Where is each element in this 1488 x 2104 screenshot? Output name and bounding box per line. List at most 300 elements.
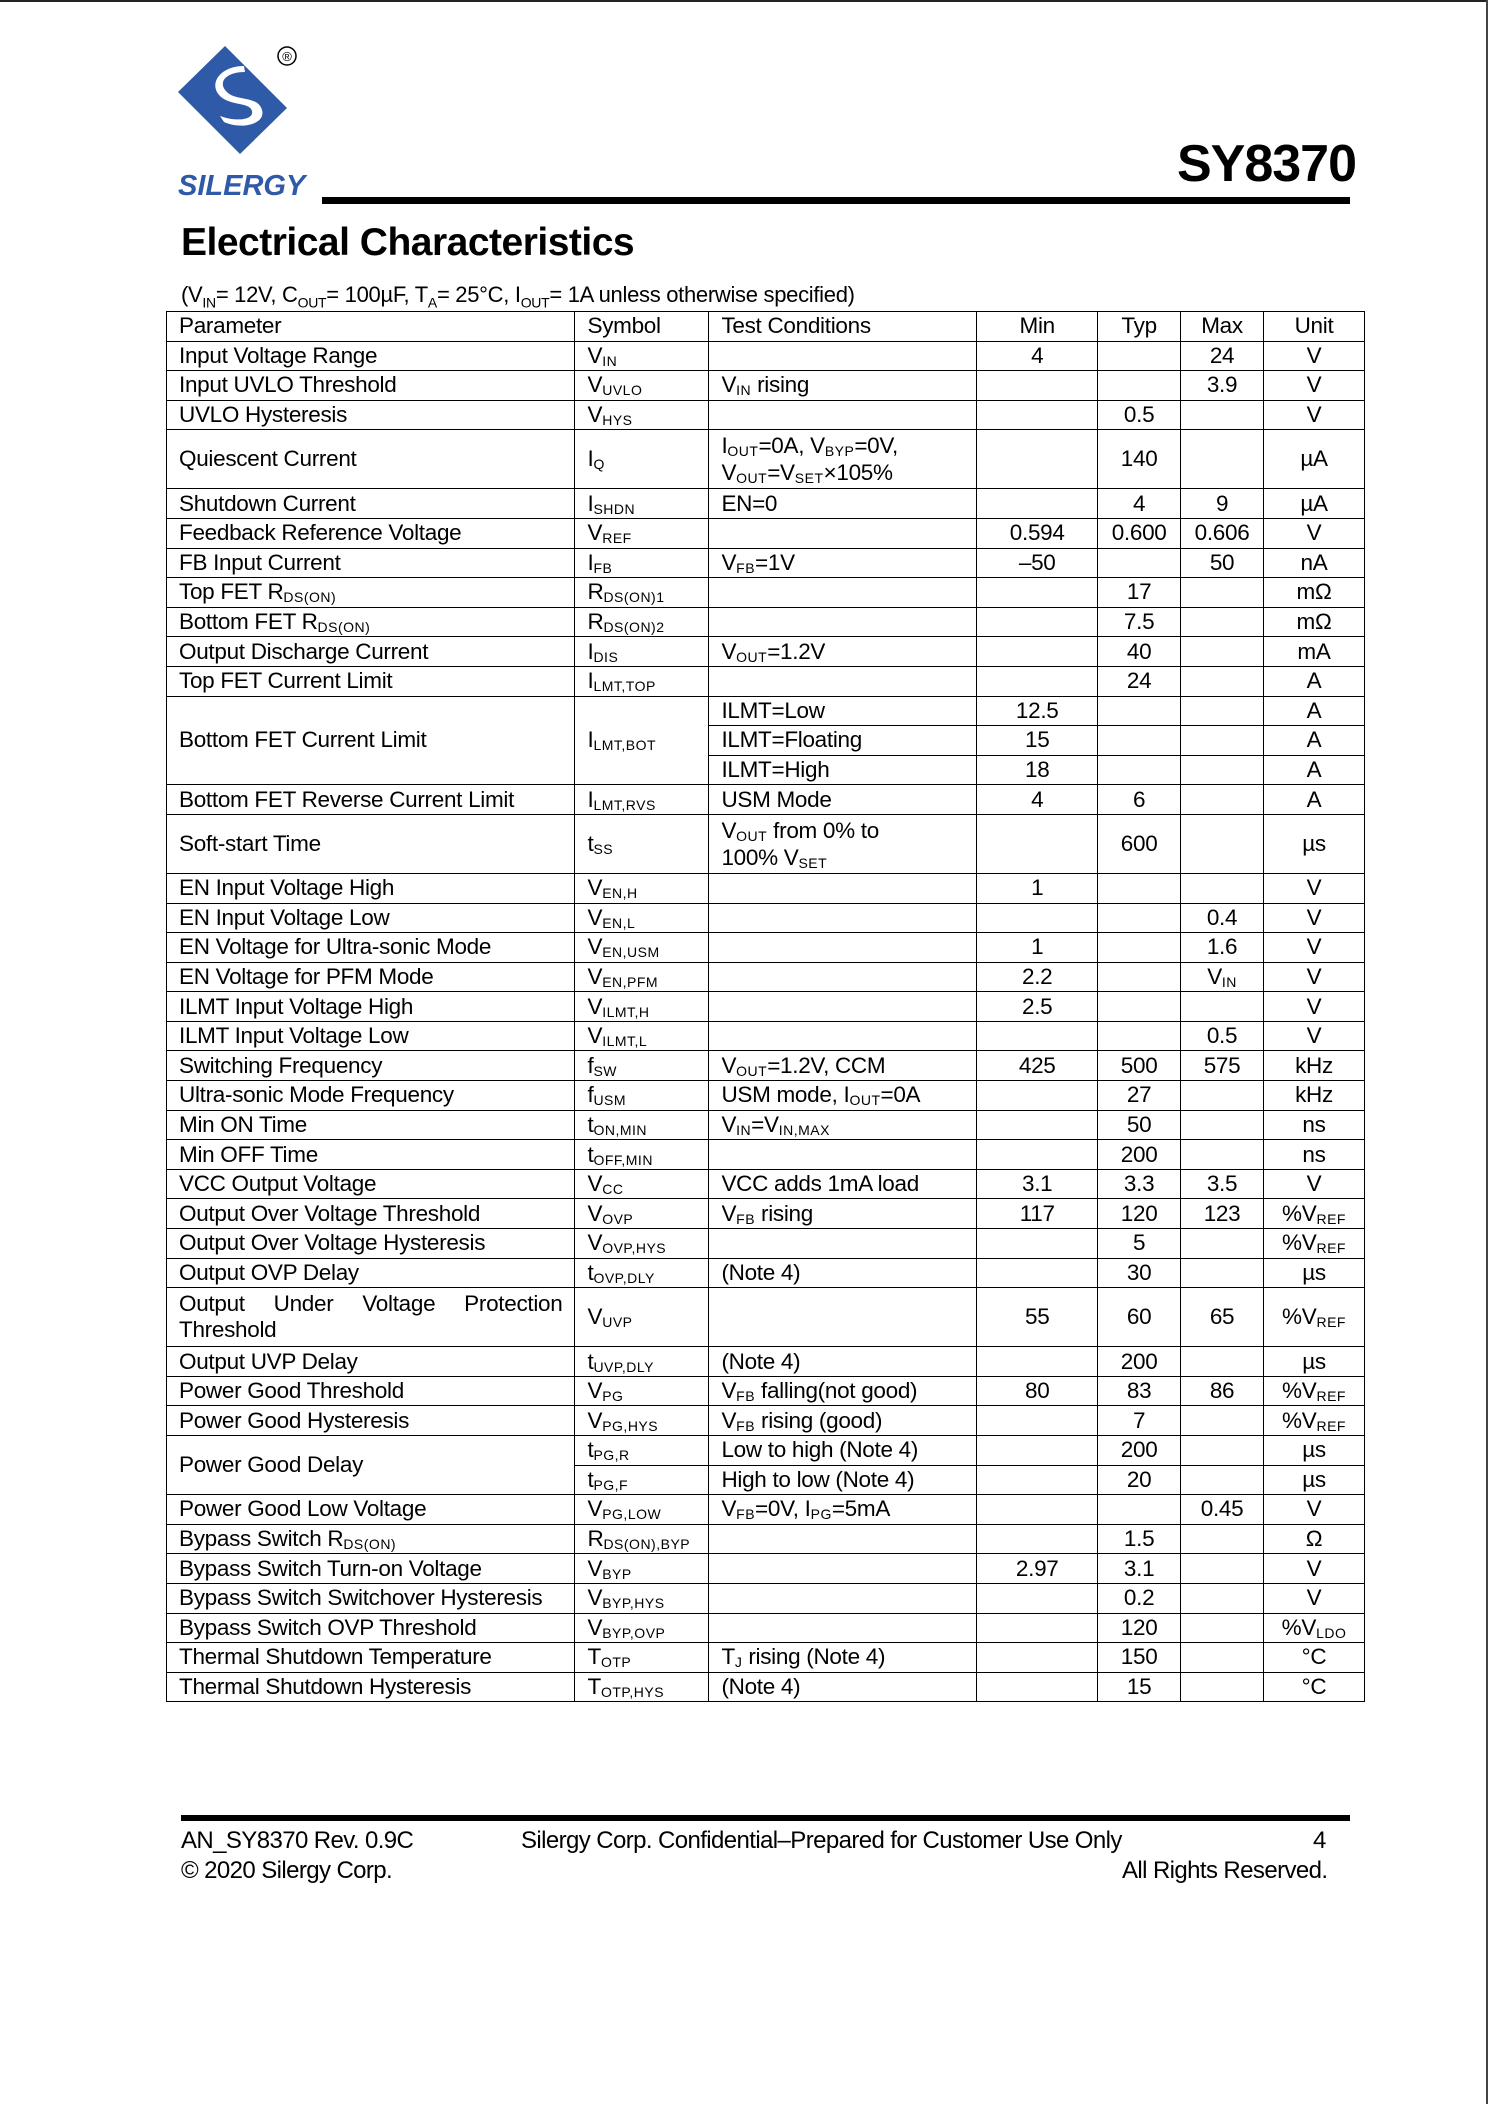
min-cell (977, 1465, 1098, 1495)
min-cell: 80 (977, 1376, 1098, 1406)
parameter-cell: Output UVP Delay (167, 1347, 575, 1377)
unit-cell: °C (1264, 1672, 1365, 1702)
part-number: SY8370 (1176, 135, 1356, 193)
symbol-cell: $t_{OFF,MIN}$ (575, 1140, 709, 1170)
max-cell: 9 (1181, 489, 1264, 519)
min-cell (977, 400, 1098, 430)
table-row (167, 933, 1365, 963)
table-row (167, 1406, 1365, 1436)
typ-cell: 40 (1098, 637, 1181, 667)
typ-cell: 15 (1098, 1672, 1181, 1702)
unit-cell: V (1264, 1169, 1365, 1199)
min-cell (977, 1406, 1098, 1436)
unit-cell: µs (1264, 814, 1365, 873)
unit-cell: mA (1264, 637, 1365, 667)
symbol-cell: $f_{SW}$ (575, 1051, 709, 1081)
max-cell (1181, 1258, 1264, 1288)
table-row (167, 1021, 1365, 1051)
min-cell (977, 1021, 1098, 1051)
max-cell: 24 (1181, 341, 1264, 371)
unit-cell: V (1264, 371, 1365, 401)
max-cell (1181, 992, 1264, 1022)
electrical-characteristics-table (166, 311, 1365, 1702)
symbol-cell: $V_{BYP,HYS}$ (575, 1583, 709, 1613)
symbol-cell: $R_{DS(ON)2}$ (575, 607, 709, 637)
parameter-cell: Output Over Voltage Threshold (167, 1199, 575, 1229)
symbol-cell: $I_{LMT,BOT}$ (575, 696, 709, 785)
max-cell (1181, 1110, 1264, 1140)
condition-cell (709, 518, 977, 548)
parameter-cell: Output Discharge Current (167, 637, 575, 667)
table-row (167, 1376, 1365, 1406)
max-cell: 123 (1181, 1199, 1264, 1229)
parameter-cell: Shutdown Current (167, 489, 575, 519)
symbol-cell: $V_{EN,H}$ (575, 873, 709, 903)
condition-cell: $V_{FB}$ falling(not good) (709, 1376, 977, 1406)
table-row (167, 962, 1365, 992)
table-row (167, 578, 1365, 608)
table-row (167, 1436, 1365, 1466)
max-cell (1181, 607, 1264, 637)
symbol-cell: $I_Q$ (575, 430, 709, 489)
typ-cell: 150 (1098, 1643, 1181, 1673)
typ-cell: 0.2 (1098, 1583, 1181, 1613)
max-cell (1181, 1436, 1264, 1466)
confidential-notice: Silergy Corp. Confidential–Prepared for Customer Use Only (521, 1827, 1122, 1854)
max-cell: 50 (1181, 548, 1264, 578)
table-row (167, 873, 1365, 903)
max-cell (1181, 1643, 1264, 1673)
typ-cell (1098, 903, 1181, 933)
condition-cell: EN=0 (709, 489, 977, 519)
condition-cell: (Note 4) (709, 1347, 977, 1377)
table-row (167, 1081, 1365, 1111)
min-cell: –50 (977, 548, 1098, 578)
condition-cell: $I_{OUT}=0A$, $V_{BYP}=0V$, $V_{OUT}=V_{SET}\times 105\%$ (709, 430, 977, 489)
symbol-cell: $I_{LMT,RVS}$ (575, 785, 709, 815)
test-conditions-note: ($V_{IN}= 12V$, $C_{OUT}= 100\mu F$, $T_A= 25^\circ C$, $I_{OUT}= 1A$ unless otherwise specified) (181, 282, 855, 311)
table-row (167, 1229, 1365, 1259)
symbol-cell: $t_{SS}$ (575, 814, 709, 873)
max-cell: 0.5 (1181, 1021, 1264, 1051)
unit-cell: V (1264, 933, 1365, 963)
max-cell (1181, 1229, 1264, 1259)
column-header: Typ (1098, 312, 1181, 342)
typ-cell: 0.5 (1098, 400, 1181, 430)
condition-cell (709, 1554, 977, 1584)
parameter-cell: Input UVLO Threshold (167, 371, 575, 401)
unit-cell: A (1264, 755, 1365, 785)
typ-cell: 17 (1098, 578, 1181, 608)
min-cell (977, 637, 1098, 667)
condition-cell: ILMT=Floating (709, 726, 977, 756)
min-cell (977, 1672, 1098, 1702)
parameter-cell: ILMT Input Voltage High (167, 992, 575, 1022)
symbol-cell: $V_{PG}$ (575, 1376, 709, 1406)
unit-cell: V (1264, 962, 1365, 992)
max-cell (1181, 578, 1264, 608)
parameter-cell: Input Voltage Range (167, 341, 575, 371)
typ-cell: 4 (1098, 489, 1181, 519)
condition-cell: $V_{FB}$ rising (good) (709, 1406, 977, 1436)
min-cell: 55 (977, 1288, 1098, 1347)
min-cell (977, 489, 1098, 519)
symbol-cell: $V_{PG,LOW}$ (575, 1495, 709, 1525)
condition-cell: ILMT=Low (709, 696, 977, 726)
typ-cell (1098, 696, 1181, 726)
min-cell: 2.5 (977, 992, 1098, 1022)
min-cell (977, 1643, 1098, 1673)
unit-cell: V (1264, 992, 1365, 1022)
parameter-cell: FB Input Current (167, 548, 575, 578)
table-row (167, 666, 1365, 696)
unit-cell: kHz (1264, 1051, 1365, 1081)
parameter-cell: Feedback Reference Voltage (167, 518, 575, 548)
symbol-cell: $V_{ILMT,H}$ (575, 992, 709, 1022)
table-row (167, 1554, 1365, 1584)
table-header-row (167, 312, 1365, 342)
typ-cell: 30 (1098, 1258, 1181, 1288)
parameter-cell: Power Good Delay (167, 1436, 575, 1495)
table-row (167, 1347, 1365, 1377)
doc-id: AN_SY8370 Rev. 0.9C (181, 1827, 414, 1854)
parameter-cell: Output Over Voltage Hysteresis (167, 1229, 575, 1259)
unit-cell: kHz (1264, 1081, 1365, 1111)
min-cell (977, 1524, 1098, 1554)
typ-cell: 50 (1098, 1110, 1181, 1140)
typ-cell: 3.3 (1098, 1169, 1181, 1199)
typ-cell: 200 (1098, 1140, 1181, 1170)
symbol-cell: $V_{EN,USM}$ (575, 933, 709, 963)
typ-cell: 27 (1098, 1081, 1181, 1111)
min-cell: 117 (977, 1199, 1098, 1229)
table-row (167, 1495, 1365, 1525)
symbol-cell: $V_{EN,PFM}$ (575, 962, 709, 992)
typ-cell: 20 (1098, 1465, 1181, 1495)
unit-cell: A (1264, 785, 1365, 815)
condition-cell (709, 1021, 977, 1051)
typ-cell: 83 (1098, 1376, 1181, 1406)
unit-cell: Ω (1264, 1524, 1365, 1554)
table-row (167, 1169, 1365, 1199)
max-cell (1181, 785, 1264, 815)
typ-cell: 0.600 (1098, 518, 1181, 548)
typ-cell: 7 (1098, 1406, 1181, 1436)
condition-cell (709, 578, 977, 608)
min-cell: 2.2 (977, 962, 1098, 992)
unit-cell: µs (1264, 1465, 1365, 1495)
condition-cell (709, 1288, 977, 1347)
typ-cell (1098, 371, 1181, 401)
parameter-cell: Bottom FET $R_{DS(ON)}$ (167, 607, 575, 637)
max-cell (1181, 1672, 1264, 1702)
typ-cell (1098, 873, 1181, 903)
typ-cell (1098, 962, 1181, 992)
typ-cell: 600 (1098, 814, 1181, 873)
unit-cell: $\%V_{REF}$ (1264, 1199, 1365, 1229)
typ-cell: 5 (1098, 1229, 1181, 1259)
typ-cell: 200 (1098, 1347, 1181, 1377)
condition-cell (709, 1229, 977, 1259)
symbol-cell: $V_{REF}$ (575, 518, 709, 548)
typ-cell (1098, 933, 1181, 963)
condition-cell: $V_{FB}$ rising (709, 1199, 977, 1229)
symbol-cell: $V_{ILMT,L}$ (575, 1021, 709, 1051)
unit-cell: µA (1264, 489, 1365, 519)
parameter-cell: Output Under Voltage Protection Threshold (167, 1288, 575, 1347)
max-cell: 0.606 (1181, 518, 1264, 548)
unit-cell: µs (1264, 1258, 1365, 1288)
parameter-cell: Power Good Threshold (167, 1376, 575, 1406)
table-row (167, 1051, 1365, 1081)
table-row (167, 430, 1365, 489)
condition-cell (709, 933, 977, 963)
condition-cell (709, 400, 977, 430)
condition-cell: VCC adds 1mA load (709, 1169, 977, 1199)
condition-cell (709, 666, 977, 696)
table-row (167, 637, 1365, 667)
parameter-cell: Bypass Switch Switchover Hysteresis (167, 1583, 575, 1613)
max-cell: $V_{IN}$ (1181, 962, 1264, 992)
symbol-cell: $t_{ON,MIN}$ (575, 1110, 709, 1140)
symbol-cell: $t_{PG,F}$ (575, 1465, 709, 1495)
max-cell (1181, 430, 1264, 489)
max-cell (1181, 1406, 1264, 1436)
typ-cell (1098, 548, 1181, 578)
parameter-cell: Bypass Switch Turn-on Voltage (167, 1554, 575, 1584)
min-cell (977, 1347, 1098, 1377)
unit-cell: V (1264, 341, 1365, 371)
table-row (167, 1583, 1365, 1613)
max-cell (1181, 696, 1264, 726)
parameter-cell: Thermal Shutdown Hysteresis (167, 1672, 575, 1702)
symbol-cell: $V_{BYP,OVP}$ (575, 1613, 709, 1643)
symbol-cell: $R_{DS(ON)1}$ (575, 578, 709, 608)
condition-cell: $V_{IN}$ rising (709, 371, 977, 401)
typ-cell: 24 (1098, 666, 1181, 696)
condition-cell: $V_{OUT}$ from 0% to 100% $V_{SET}$ (709, 814, 977, 873)
min-cell (977, 1140, 1098, 1170)
min-cell (977, 1229, 1098, 1259)
min-cell (977, 578, 1098, 608)
condition-cell: (Note 4) (709, 1672, 977, 1702)
unit-cell: V (1264, 518, 1365, 548)
parameter-cell: Power Good Hysteresis (167, 1406, 575, 1436)
table-row (167, 1613, 1365, 1643)
max-cell (1181, 637, 1264, 667)
typ-cell: 500 (1098, 1051, 1181, 1081)
typ-cell: 140 (1098, 430, 1181, 489)
table-row (167, 903, 1365, 933)
max-cell (1181, 814, 1264, 873)
unit-cell: $\%V_{REF}$ (1264, 1288, 1365, 1347)
max-cell (1181, 873, 1264, 903)
max-cell (1181, 1465, 1264, 1495)
typ-cell: 6 (1098, 785, 1181, 815)
parameter-cell: Soft-start Time (167, 814, 575, 873)
symbol-cell: $I_{FB}$ (575, 548, 709, 578)
typ-cell: 120 (1098, 1613, 1181, 1643)
condition-cell: High to low (Note 4) (709, 1465, 977, 1495)
parameter-cell: Bypass Switch $R_{DS(ON)}$ (167, 1524, 575, 1554)
page-number: 4 (1313, 1827, 1326, 1854)
table-row (167, 1258, 1365, 1288)
condition-cell (709, 1140, 977, 1170)
typ-cell: 3.1 (1098, 1554, 1181, 1584)
symbol-cell: $V_{OVP,HYS}$ (575, 1229, 709, 1259)
unit-cell: A (1264, 666, 1365, 696)
column-header: Min (977, 312, 1098, 342)
symbol-cell: $V_{UVP}$ (575, 1288, 709, 1347)
header-rule (322, 197, 1350, 204)
footer-rule (181, 1815, 1350, 1821)
max-cell (1181, 755, 1264, 785)
max-cell (1181, 1524, 1264, 1554)
min-cell (977, 371, 1098, 401)
unit-cell: V (1264, 1554, 1365, 1584)
parameter-cell: EN Voltage for PFM Mode (167, 962, 575, 992)
column-header: Unit (1264, 312, 1365, 342)
typ-cell (1098, 755, 1181, 785)
parameter-cell: Switching Frequency (167, 1051, 575, 1081)
logo-text: SILERGY (178, 170, 306, 202)
min-cell (977, 1110, 1098, 1140)
page-top-border (0, 0, 1488, 2)
unit-cell: V (1264, 903, 1365, 933)
symbol-cell: $V_{HYS}$ (575, 400, 709, 430)
typ-cell (1098, 341, 1181, 371)
min-cell: 4 (977, 341, 1098, 371)
table-row (167, 548, 1365, 578)
min-cell: 1 (977, 873, 1098, 903)
typ-cell: 200 (1098, 1436, 1181, 1466)
table-row (167, 607, 1365, 637)
max-cell (1181, 666, 1264, 696)
unit-cell: V (1264, 400, 1365, 430)
column-header: Test Conditions (709, 312, 977, 342)
condition-cell (709, 903, 977, 933)
unit-cell: $\%V_{REF}$ (1264, 1376, 1365, 1406)
unit-cell: V (1264, 1495, 1365, 1525)
symbol-cell: $V_{OVP}$ (575, 1199, 709, 1229)
condition-cell (709, 341, 977, 371)
copyright: © 2020 Silergy Corp. (181, 1857, 393, 1884)
condition-cell: $V_{FB}=0V$, $I_{PG}=5mA$ (709, 1495, 977, 1525)
max-cell (1181, 1613, 1264, 1643)
max-cell: 575 (1181, 1051, 1264, 1081)
symbol-cell: $V_{CC}$ (575, 1169, 709, 1199)
table-row (167, 518, 1365, 548)
min-cell: 18 (977, 755, 1098, 785)
unit-cell: °C (1264, 1643, 1365, 1673)
condition-cell: USM Mode (709, 785, 977, 815)
parameter-cell: Bypass Switch OVP Threshold (167, 1613, 575, 1643)
max-cell: 0.45 (1181, 1495, 1264, 1525)
typ-cell: 120 (1098, 1199, 1181, 1229)
condition-cell (709, 992, 977, 1022)
min-cell (977, 903, 1098, 933)
min-cell: 0.594 (977, 518, 1098, 548)
symbol-cell: $V_{UVLO}$ (575, 371, 709, 401)
condition-cell: $V_{IN}=V_{IN,MAX}$ (709, 1110, 977, 1140)
symbol-cell: $T_{OTP}$ (575, 1643, 709, 1673)
condition-cell: (Note 4) (709, 1258, 977, 1288)
unit-cell: ns (1264, 1110, 1365, 1140)
column-header: Parameter (167, 312, 575, 342)
symbol-cell: $V_{EN,L}$ (575, 903, 709, 933)
parameter-cell: EN Voltage for Ultra-sonic Mode (167, 933, 575, 963)
unit-cell: $\%V_{LDO}$ (1264, 1613, 1365, 1643)
min-cell: 3.1 (977, 1169, 1098, 1199)
table-row (167, 814, 1365, 873)
parameter-cell: Power Good Low Voltage (167, 1495, 575, 1525)
min-cell (977, 607, 1098, 637)
parameter-cell: Top FET Current Limit (167, 666, 575, 696)
unit-cell: µs (1264, 1347, 1365, 1377)
unit-cell: µs (1264, 1436, 1365, 1466)
condition-cell (709, 962, 977, 992)
condition-cell (709, 607, 977, 637)
column-header: Max (1181, 312, 1264, 342)
condition-cell: $V_{OUT}=1.2V$, CCM (709, 1051, 977, 1081)
max-cell (1181, 400, 1264, 430)
table-row (167, 992, 1365, 1022)
unit-cell: V (1264, 1021, 1365, 1051)
symbol-cell: $R_{DS(ON),BYP}$ (575, 1524, 709, 1554)
max-cell: 1.6 (1181, 933, 1264, 963)
table-row (167, 1140, 1365, 1170)
parameter-cell: UVLO Hysteresis (167, 400, 575, 430)
max-cell (1181, 1554, 1264, 1584)
min-cell (977, 1436, 1098, 1466)
table-row (167, 785, 1365, 815)
condition-cell: ILMT=High (709, 755, 977, 785)
unit-cell: nA (1264, 548, 1365, 578)
table-row (167, 1199, 1365, 1229)
min-cell: 12.5 (977, 696, 1098, 726)
table-row (167, 489, 1365, 519)
condition-cell: $T_J$ rising (Note 4) (709, 1643, 977, 1673)
max-cell (1181, 1081, 1264, 1111)
column-header: Symbol (575, 312, 709, 342)
table-row (167, 1643, 1365, 1673)
symbol-cell: $t_{PG,R}$ (575, 1436, 709, 1466)
parameter-cell: Output OVP Delay (167, 1258, 575, 1288)
unit-cell: $\%V_{REF}$ (1264, 1229, 1365, 1259)
unit-cell: A (1264, 696, 1365, 726)
table-row (167, 400, 1365, 430)
min-cell (977, 1613, 1098, 1643)
symbol-cell: $V_{PG,HYS}$ (575, 1406, 709, 1436)
parameter-cell: EN Input Voltage High (167, 873, 575, 903)
section-title: Electrical Characteristics (181, 221, 635, 264)
max-cell: 86 (1181, 1376, 1264, 1406)
unit-cell: µA (1264, 430, 1365, 489)
parameter-cell: ILMT Input Voltage Low (167, 1021, 575, 1051)
parameter-cell: Thermal Shutdown Temperature (167, 1643, 575, 1673)
table-row (167, 696, 1365, 726)
typ-cell (1098, 992, 1181, 1022)
min-cell: 1 (977, 933, 1098, 963)
max-cell: 0.4 (1181, 903, 1264, 933)
min-cell: 2.97 (977, 1554, 1098, 1584)
parameter-cell: Bottom FET Reverse Current Limit (167, 785, 575, 815)
unit-cell: mΩ (1264, 607, 1365, 637)
typ-cell (1098, 1021, 1181, 1051)
min-cell (977, 1495, 1098, 1525)
parameter-cell: EN Input Voltage Low (167, 903, 575, 933)
parameter-cell: Min OFF Time (167, 1140, 575, 1170)
